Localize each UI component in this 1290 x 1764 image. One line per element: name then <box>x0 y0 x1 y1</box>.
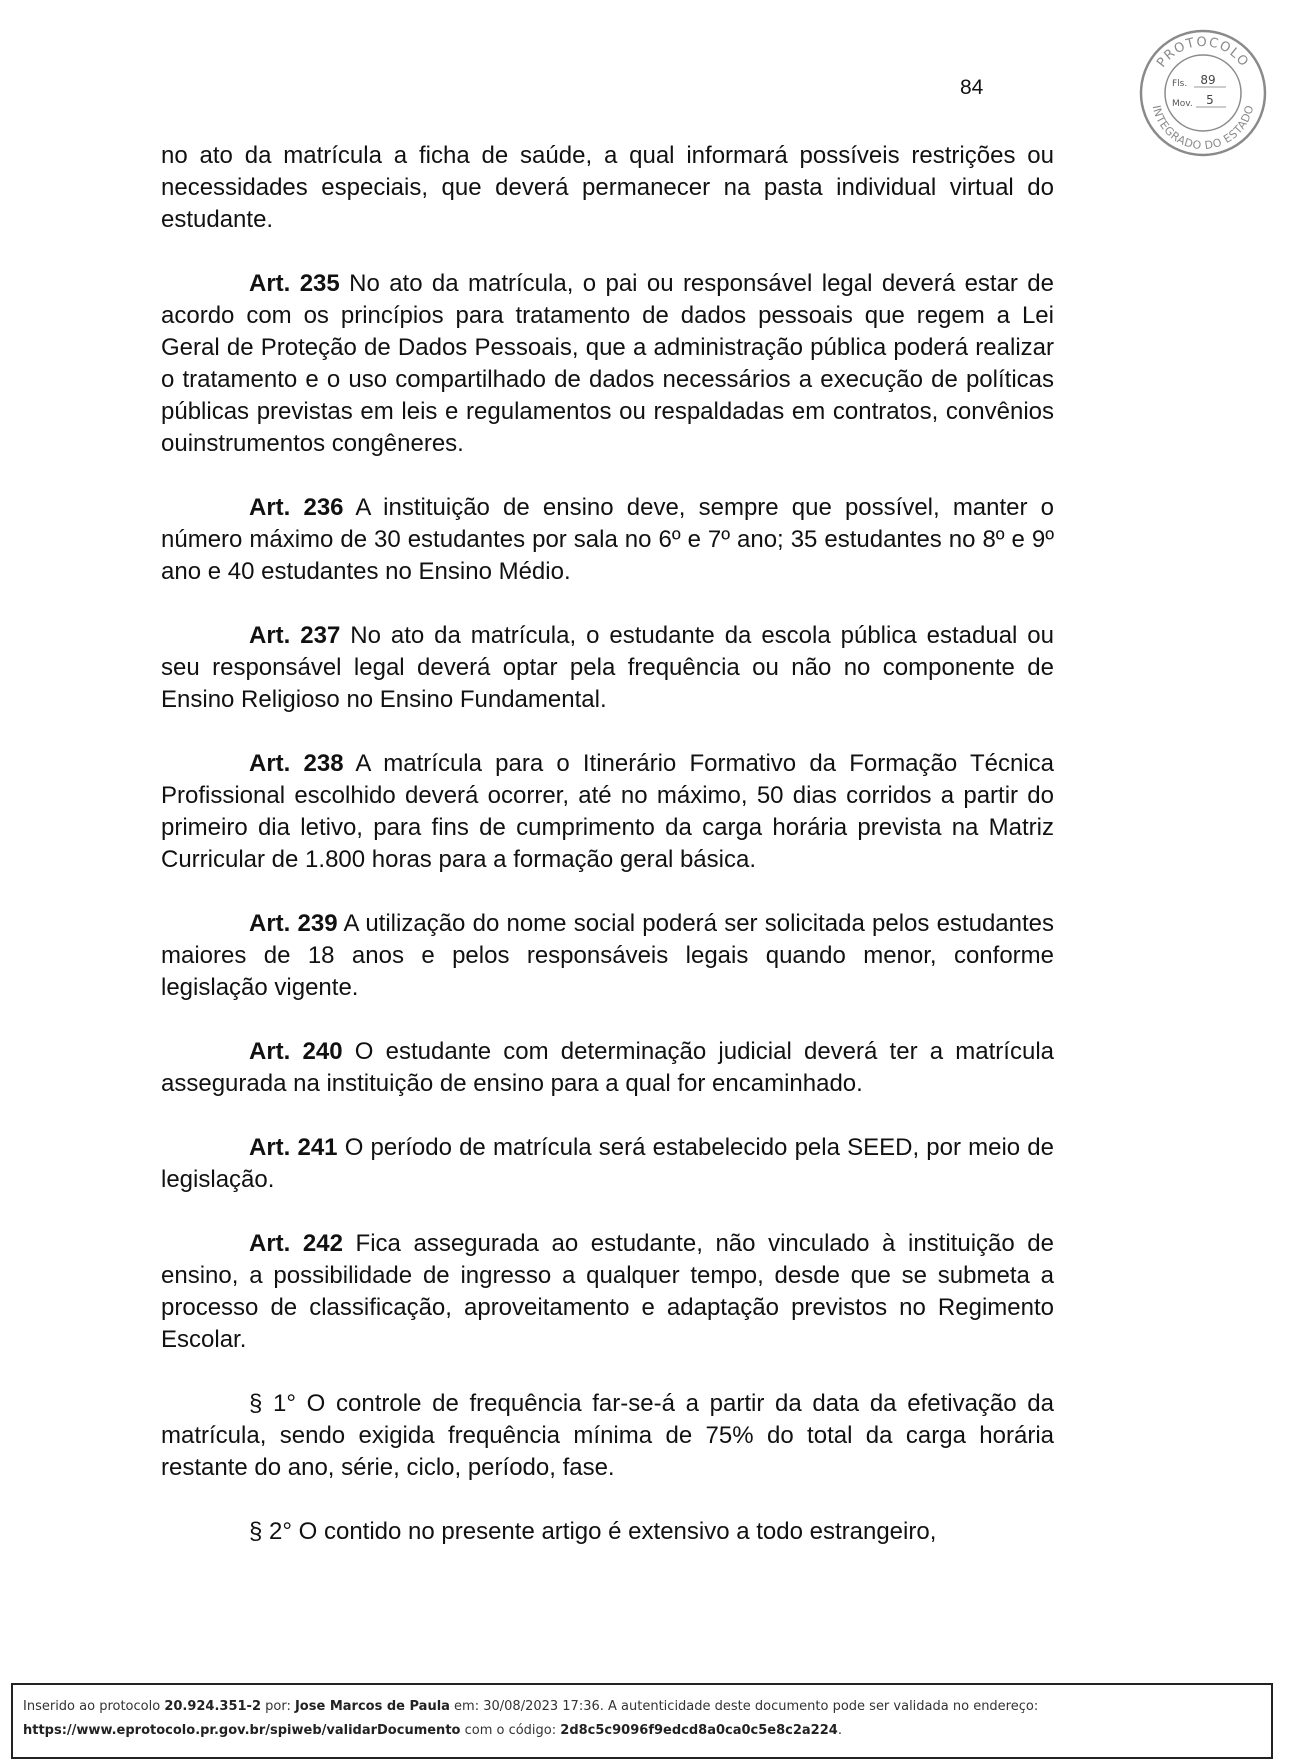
validation-code: 2d8c5c9096f9edcd8a0ca0c5e8c2a224 <box>560 1723 838 1738</box>
article-label: Art. 240 <box>249 1038 343 1065</box>
article-label: Art. 241 <box>249 1134 338 1161</box>
stamp-mov-value: 5 <box>1206 93 1214 107</box>
article-label: Art. 238 <box>249 750 344 777</box>
article-242 <box>161 1228 1054 1356</box>
article-label: Art. 237 <box>249 622 341 649</box>
footer-end: . <box>837 1723 842 1738</box>
page-number: 84 <box>960 76 984 99</box>
paragraph-1: § 1° O controle de frequência far-se-á a partir da data da efetivação da matrícula, sendo exigida frequência mínima de 75% do total da carga horária restante do ano, série, ciclo, período, fase. <box>161 1390 1054 1481</box>
article-237 <box>161 620 1054 716</box>
stamp-bottom-text: INTEGRADO DO ESTADO <box>1149 103 1257 153</box>
footer-line-1 <box>23 1695 1261 1719</box>
stamp-top-text: PROTOCOLO <box>1154 34 1252 71</box>
article-text: Fica assegurada ao estudante, não vinculado à instituição de ensino, a possibilidade de ingresso a qualquer tempo, desde que se submeta a processo de classificação, aproveitamento e adaptação previstos no Regimento Escolar. <box>161 1230 1054 1353</box>
authentication-footer <box>11 1683 1273 1759</box>
stamp-fls-value: 89 <box>1200 73 1216 87</box>
article-text: A instituição de ensino deve, sempre que possível, manter o número máximo de 30 estudantes por sala no 6º e 7º ano; 35 estudantes no 8º e 9º ano e 40 estudantes no Ensino Médio. <box>161 494 1055 585</box>
footer-when: em: 30/08/2023 17:36. A autenticidade deste documento pode ser validada no endereço: <box>449 1699 1039 1714</box>
article-238 <box>161 748 1054 876</box>
article-text: No ato da matrícula, o estudante da escola pública estadual ou seu responsável legal deverá optar pela frequência ou não no componente de Ensino Religioso no Ensino Fundamental. <box>161 622 1054 713</box>
article-label: Art. 242 <box>249 1230 343 1257</box>
protocol-stamp <box>1138 28 1268 158</box>
article-text: O período de matrícula será estabelecido pela SEED, por meio de legislação. <box>161 1134 1055 1193</box>
article-text: A matrícula para o Itinerário Formativo da Formação Técnica Profissional escolhido deverá ocorrer, até no máximo, 50 dias corridos a partir do primeiro dia letivo, para fins de cumprimento da carga horária prevista na Matriz Curricular de 1.800 horas para a formação geral básica. <box>161 750 1055 873</box>
article-text: O estudante com determinação judicial deverá ter a matrícula assegurada na instituição de ensino para a qual for encaminhado. <box>161 1038 1054 1097</box>
article-text: A utilização do nome social poderá ser solicitada pelos estudantes maiores de 18 anos e pelos responsáveis legais quando menor, conforme legislação vigente. <box>161 910 1054 1001</box>
validation-url[interactable]: https://www.eprotocolo.pr.gov.br/spiweb/validarDocumento <box>23 1723 461 1738</box>
stamp-mov-label: Mov. <box>1172 99 1193 109</box>
document-body <box>161 140 1054 1580</box>
author-name: Jose Marcos de Paula <box>294 1699 450 1714</box>
footer-code-prefix: com o código: <box>460 1723 561 1738</box>
footer-by: por: <box>261 1699 295 1714</box>
article-240 <box>161 1036 1054 1100</box>
intro-paragraph: no ato da matrícula a ficha de saúde, a qual informará possíveis restrições ou necessidades especiais, que deverá permanecer na pasta individual virtual do estudante. <box>161 142 1054 233</box>
footer-prefix: Inserido ao protocolo <box>23 1699 165 1714</box>
article-text: No ato da matrícula, o pai ou responsável legal deverá estar de acordo com os princípios para tratamento de dados pessoais que regem a Lei Geral de Proteção de Dados Pessoais, que a administração pública poderá realizar o tratamento e o uso compartilhado de dados necessários a execução de políticas públicas previstas em leis e regulamentos ou respaldadas em contratos, convênios ouinstrumentos congêneres. <box>161 270 1054 457</box>
svg-text:INTEGRADO DO ESTADO <box>1150 104 1257 153</box>
footer-line-2 <box>23 1719 1261 1743</box>
article-235 <box>161 268 1054 460</box>
article-241 <box>161 1132 1054 1196</box>
stamp-fls-label: Fls. <box>1172 79 1188 89</box>
article-239 <box>161 908 1054 1004</box>
article-label: Art. 239 <box>249 910 338 937</box>
article-236 <box>161 492 1054 588</box>
paragraph-2: § 2° O contido no presente artigo é extensivo a todo estrangeiro, <box>249 1518 937 1545</box>
article-label: Art. 236 <box>249 494 344 521</box>
protocol-number: 20.924.351-2 <box>164 1699 261 1714</box>
article-label: Art. 235 <box>249 270 340 297</box>
